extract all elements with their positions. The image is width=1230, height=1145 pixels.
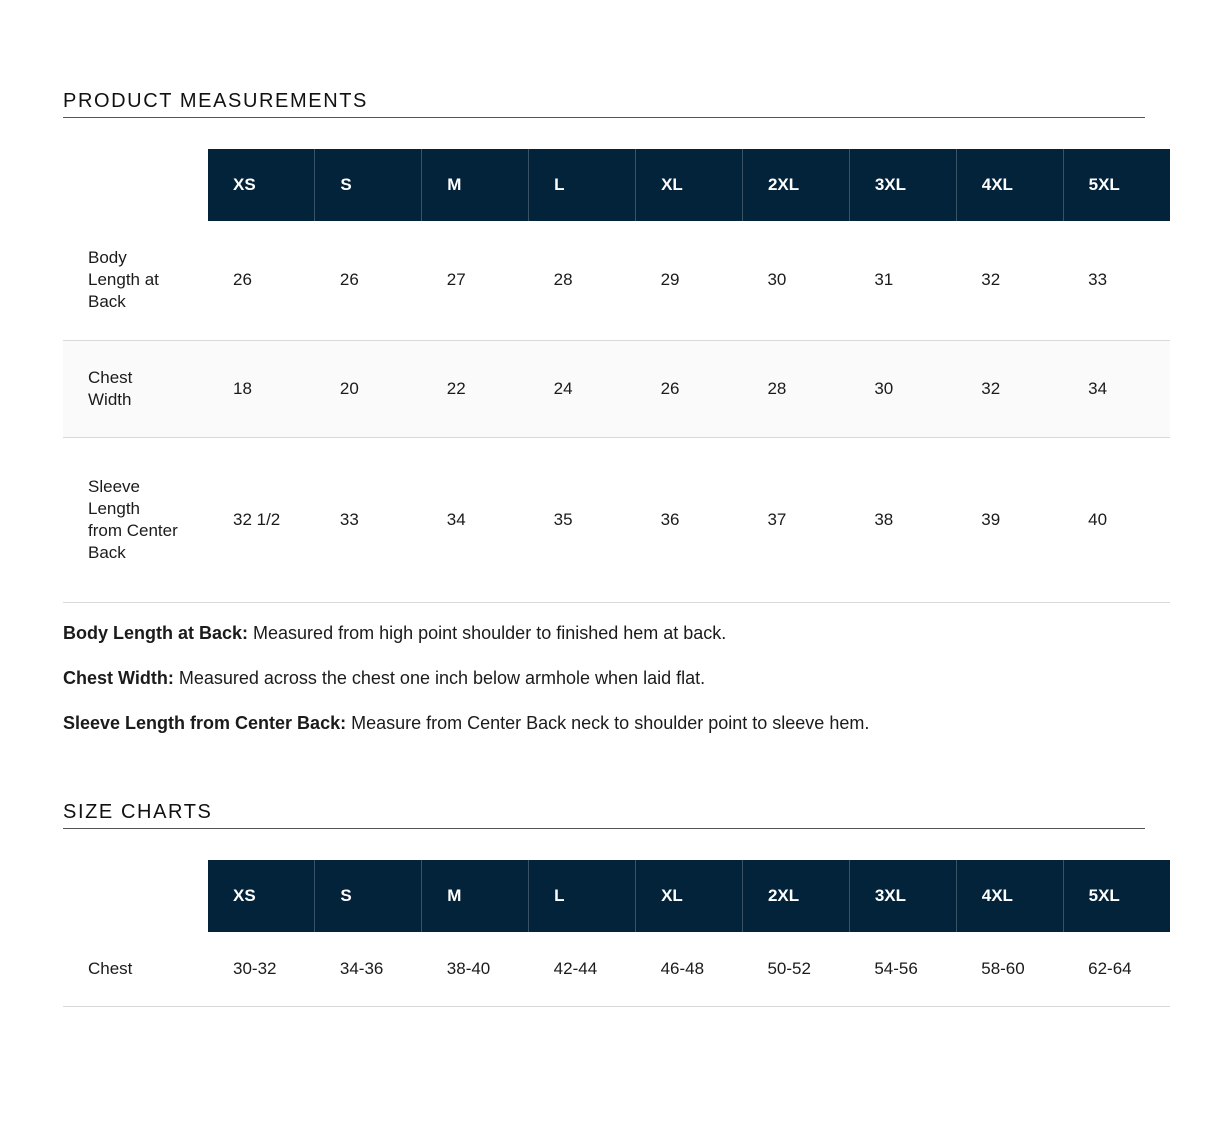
header-corner: [63, 149, 208, 221]
size-header-l: L: [529, 149, 636, 221]
note-text: Measure from Center Back neck to shoulder point to sleeve hem.: [346, 713, 870, 733]
table-cell: 32 1/2: [208, 437, 315, 602]
table-cell: 34: [1063, 340, 1170, 437]
table-cell: 26: [636, 340, 743, 437]
header-corner: [63, 860, 208, 932]
size-header-s: S: [315, 149, 422, 221]
note-sleeve-length: [63, 711, 1170, 735]
note-term: Chest Width:: [63, 668, 174, 688]
table-cell: 37: [742, 437, 849, 602]
measurement-notes: [63, 621, 1170, 756]
row-label-body-length: Body Length at Back: [63, 221, 208, 340]
table-cell: 38: [849, 437, 956, 602]
note-term: Body Length at Back:: [63, 623, 249, 643]
table-cell: 28: [529, 221, 636, 340]
table-cell: 30-32: [208, 932, 315, 1006]
table-row: [63, 932, 1170, 1006]
table-cell: 34: [422, 437, 529, 602]
table-cell: 31: [849, 221, 956, 340]
size-header-m: M: [422, 149, 529, 221]
table-cell: 30: [742, 221, 849, 340]
table-cell: 33: [315, 437, 422, 602]
size-header-m: M: [422, 860, 529, 932]
table-row: [63, 437, 1170, 602]
product-measurements-table: [63, 149, 1170, 603]
table-cell: 36: [636, 437, 743, 602]
size-header-s: S: [315, 860, 422, 932]
size-header-xl: XL: [636, 860, 743, 932]
table-cell: 29: [636, 221, 743, 340]
table-cell: 26: [208, 221, 315, 340]
table-cell: 20: [315, 340, 422, 437]
size-header-2xl: 2XL: [742, 860, 849, 932]
size-header-row: [63, 149, 1170, 221]
table-cell: 62-64: [1063, 932, 1170, 1006]
size-header-3xl: 3XL: [849, 860, 956, 932]
table-cell: 32: [956, 340, 1063, 437]
table-row: [63, 221, 1170, 340]
size-header-4xl: 4XL: [956, 860, 1063, 932]
size-header-xs: XS: [208, 860, 315, 932]
table-cell: 30: [849, 340, 956, 437]
table-cell: 32: [956, 221, 1063, 340]
table-cell: 42-44: [529, 932, 636, 1006]
table-cell: 22: [422, 340, 529, 437]
table-cell: 28: [742, 340, 849, 437]
table-cell: 40: [1063, 437, 1170, 602]
table-cell: 33: [1063, 221, 1170, 340]
row-label-chest-width: Chest Width: [63, 340, 208, 437]
table-cell: 34-36: [315, 932, 422, 1006]
size-header-xs: XS: [208, 149, 315, 221]
size-header-2xl: 2XL: [742, 149, 849, 221]
note-text: Measured from high point shoulder to finished hem at back.: [248, 623, 727, 643]
note-term: Sleeve Length from Center Back:: [63, 713, 347, 733]
size-header-3xl: 3XL: [849, 149, 956, 221]
table-cell: 35: [529, 437, 636, 602]
row-label-sleeve-length: Sleeve Length from Center Back: [63, 437, 208, 602]
table-cell: 50-52: [742, 932, 849, 1006]
table-cell: 46-48: [636, 932, 743, 1006]
size-header-row: [63, 860, 1170, 932]
size-header-l: L: [529, 860, 636, 932]
table-cell: 54-56: [849, 932, 956, 1006]
table-row: [63, 340, 1170, 437]
size-header-4xl: 4XL: [956, 149, 1063, 221]
note-text: Measured across the chest one inch below armhole when laid flat.: [173, 668, 706, 688]
product-measurements-heading: PRODUCT MEASUREMENTS: [63, 89, 1145, 118]
table-cell: 26: [315, 221, 422, 340]
size-header-5xl: 5XL: [1063, 860, 1170, 932]
table-cell: 38-40: [422, 932, 529, 1006]
table-cell: 39: [956, 437, 1063, 602]
table-cell: 24: [529, 340, 636, 437]
size-header-xl: XL: [636, 149, 743, 221]
size-charts-heading: SIZE CHARTS: [63, 800, 1145, 829]
row-label-chest: Chest: [63, 932, 208, 1006]
size-charts-table: [63, 860, 1170, 1007]
table-cell: 58-60: [956, 932, 1063, 1006]
table-cell: 27: [422, 221, 529, 340]
size-header-5xl: 5XL: [1063, 149, 1170, 221]
note-chest-width: [63, 666, 1170, 690]
table-cell: 18: [208, 340, 315, 437]
note-body-length: [63, 621, 1170, 645]
